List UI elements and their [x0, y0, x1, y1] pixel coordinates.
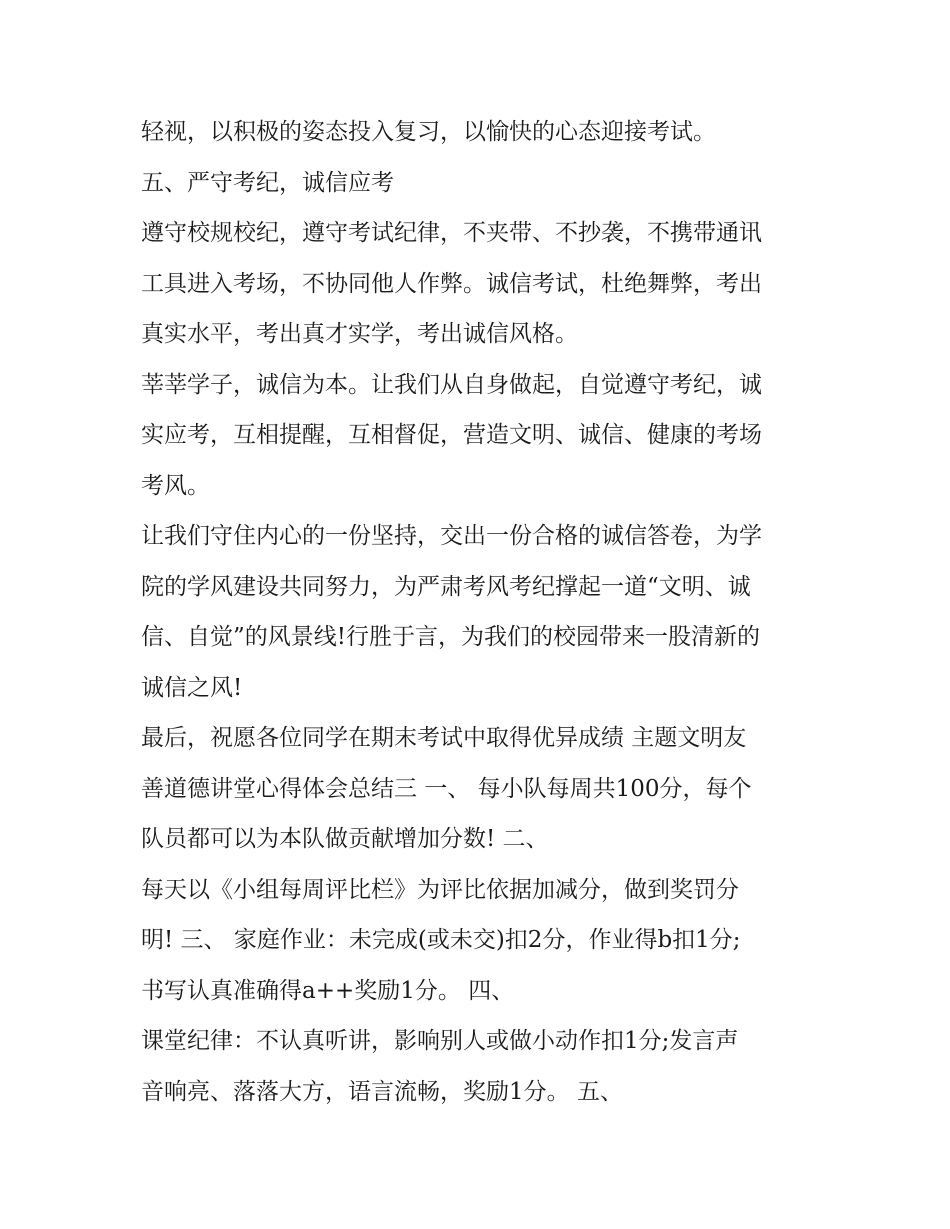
text-line-17: 明! 三、 家庭作业：未完成(或未交)扣2分，作业得b扣1分;	[141, 927, 741, 953]
text-line-19: 课堂纪律：不认真听讲，影响别人或做小动作扣1分;发言声	[141, 1028, 739, 1054]
text-line-3: 遵守校规校纪，遵守考试纪律，不夹带、不抄袭，不携带通讯	[141, 220, 762, 246]
text-line-18: 书写认真准确得a++奖励1分。 四、	[141, 977, 515, 1004]
text-line-7: 实应考，互相提醒，互相督促，营造文明、诚信、健康的考场	[141, 422, 762, 448]
text-line-5: 真实水平，考出真才实学，考出诚信风格。	[141, 321, 578, 347]
text-line-1: 轻视，以积极的姿态投入复习，以愉快的心态迎接考试。	[141, 119, 716, 145]
text-line-6: 莘莘学子，诚信为本。让我们从自身做起，自觉遵守考纪，诚	[141, 371, 762, 398]
text-line-10: 院的学风建设共同努力，为严肃考风考纪撑起一道“文明、诚	[141, 573, 751, 600]
text-line-8: 考风。	[141, 472, 210, 499]
text-line-14: 善道德讲堂心得体会总结三 一、 每小队每周共100分，每个	[141, 775, 752, 802]
text-line-16: 每天以《小组每周评比栏》为评比依据加减分，做到奖罚分	[141, 876, 739, 903]
text-line-2: 五、严守考纪，诚信应考	[141, 169, 394, 196]
document-body	[141, 107, 821, 1117]
text-line-4: 工具进入考场，不协同他人作弊。诚信考试，杜绝舞弊，考出	[141, 270, 762, 297]
text-line-15: 队员都可以为本队做贡献增加分数! 二、	[141, 826, 549, 852]
text-line-20: 音响亮、落落大方，语言流畅，奖励1分。 五、	[141, 1078, 623, 1105]
text-line-12: 诚信之风!	[141, 674, 243, 701]
text-line-9: 让我们守住内心的一份坚持，交出一份合格的诚信答卷，为学	[141, 523, 762, 549]
text-line-13: 最后，祝愿各位同学在期末考试中取得优异成绩 主题文明友	[141, 725, 747, 751]
text-line-11: 信、自觉”的风景线!行胜于言，为我们的校园带来一股清新的	[141, 624, 761, 650]
